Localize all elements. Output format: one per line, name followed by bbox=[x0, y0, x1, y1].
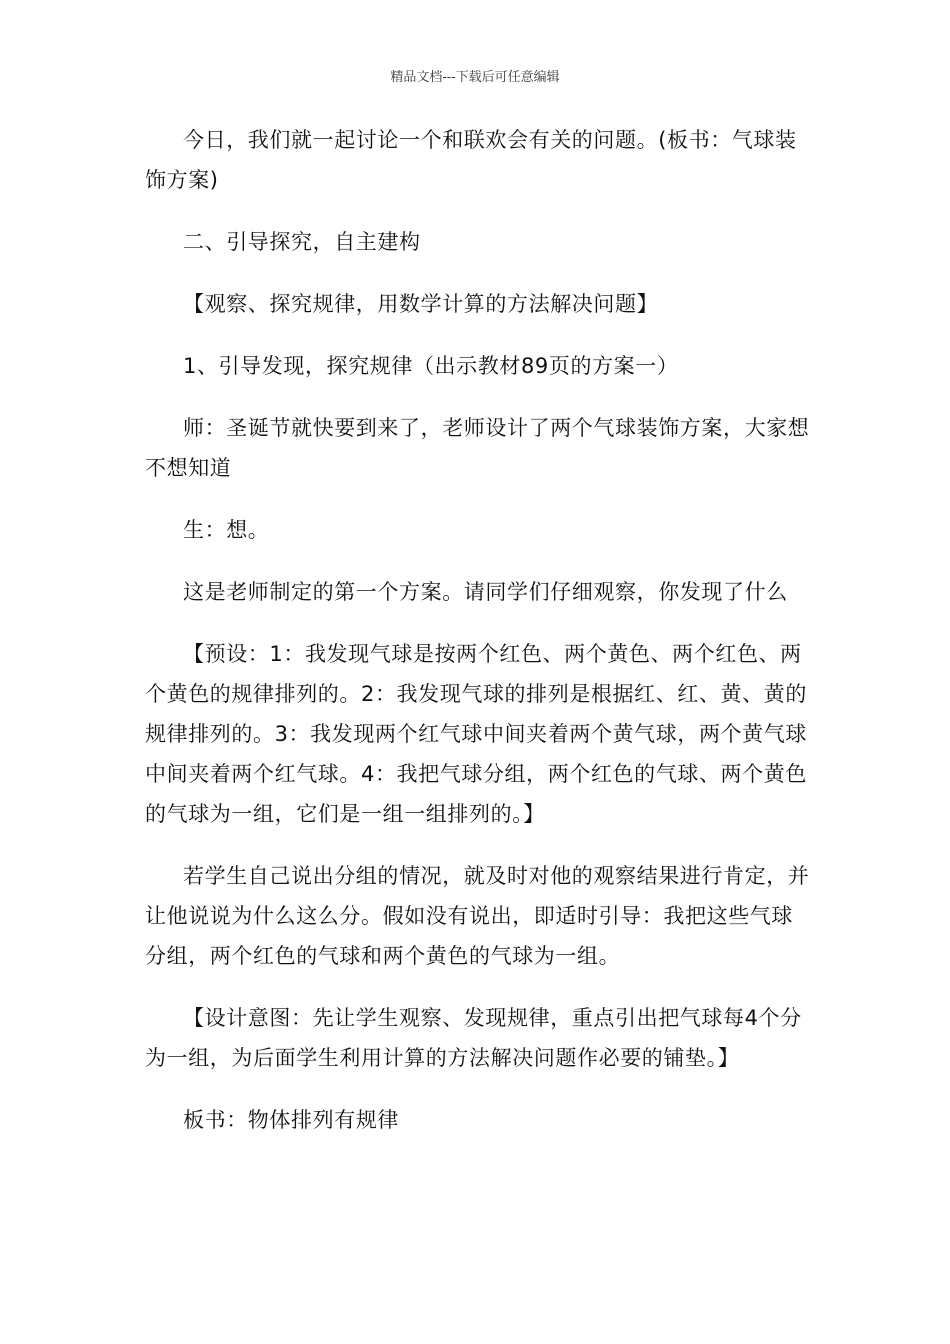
document-body bbox=[145, 120, 810, 1162]
section-heading: 二、引导探究，自主建构 bbox=[183, 230, 421, 254]
step-heading: 1、引导发现，探究规律（出示教材89页的方案一） bbox=[183, 354, 679, 378]
guidance-paragraph: 若学生自己说出分组的情况，就及时对他的观察结果进行肯定，并让他说说为什么这么分。假如没有说出，即适时引导：我把这些气球分组，两个红色的气球和两个黄色的气球为一组。 bbox=[145, 864, 810, 968]
teacher-line: 师：圣诞节就快要到来了，老师设计了两个气球装饰方案，大家想不想知道 bbox=[145, 416, 810, 480]
preset-answers: 【预设：1：我发现气球是按两个红色、两个黄色、两个红色、两个黄色的规律排列的。2：我发现气球的排列是根据红、红、黄、黄的规律排列的。3：我发现两个红气球中间夹着两个黄气球，两个黄气球中间夹着两个红气球。4：我把气球分组，两个红色的气球、两个黄色的气球为一组，它们是一组一组排列的。】 bbox=[145, 642, 807, 826]
blackboard-note: 板书：物体排列有规律 bbox=[183, 1108, 399, 1132]
page-header: 精品文档---下载后可任意编辑 bbox=[390, 70, 560, 85]
student-line: 生：想。 bbox=[183, 518, 270, 542]
paragraph-intro: 今日，我们就一起讨论一个和联欢会有关的问题。(板书：气球装饰方案) bbox=[145, 128, 797, 192]
teacher-prompt: 这是老师制定的第一个方案。请同学们仔细观察，你发现了什么 bbox=[183, 580, 788, 604]
design-intent: 【设计意图：先让学生观察、发现规律，重点引出把气球每4个分为一组，为后面学生利用计算的方法解决问题作必要的铺垫。】 bbox=[145, 1006, 802, 1070]
subsection-heading: 【观察、探究规律，用数学计算的方法解决问题】 bbox=[183, 292, 659, 316]
